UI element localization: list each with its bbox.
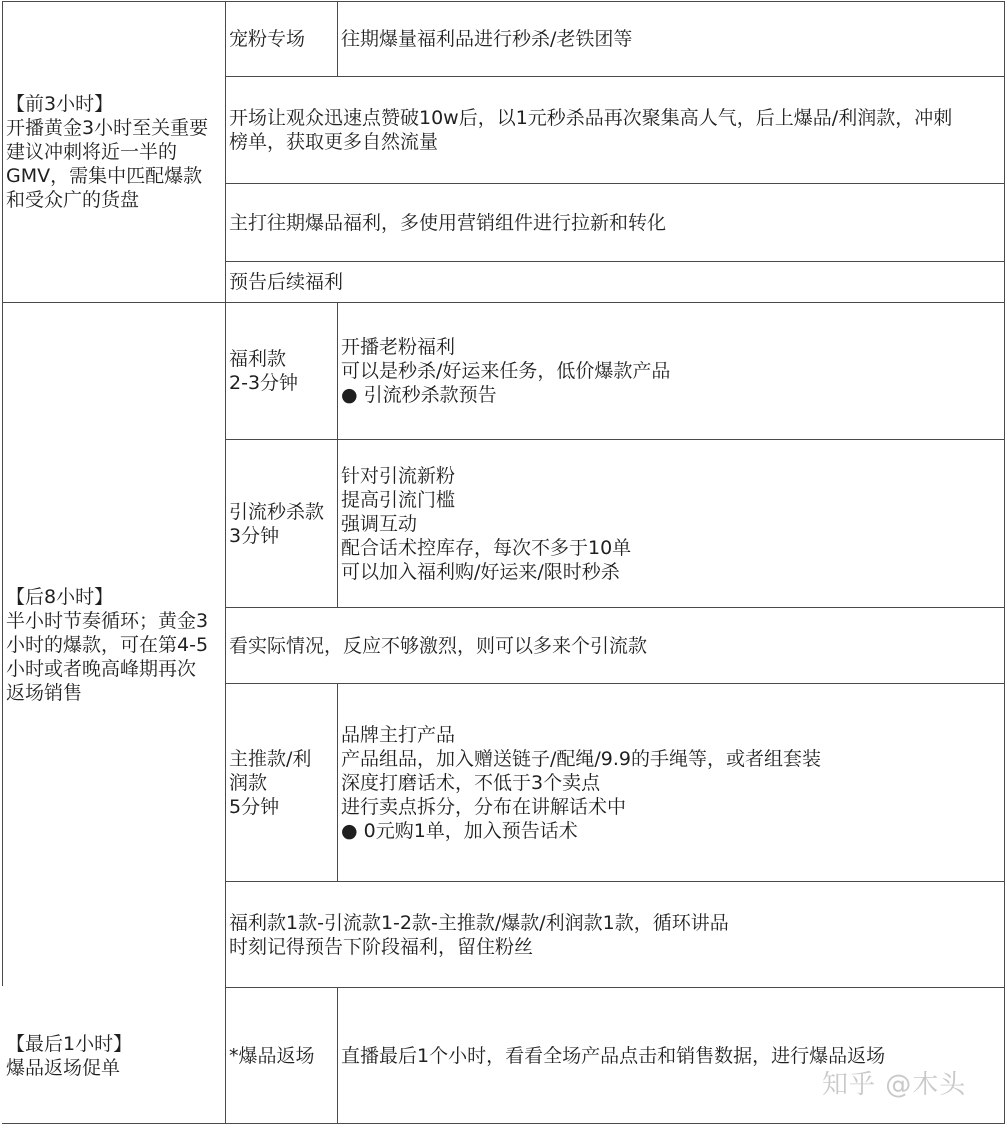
span-cell: 福利款1款-引流款1-2款-主推款/爆款/利润款1款，循环讲品 时刻记得预告下阶段福利，留住粉丝: [229, 911, 729, 958]
item-cell: 引流秒杀款 3分钟: [229, 500, 325, 547]
item-cell: 福利款 2-3分钟: [229, 348, 299, 394]
span-cell: 看实际情况，反应不够激烈，则可以多来个引流款: [229, 634, 648, 657]
desc-cell: 直播最后1个小时，看看全场产品点击和销售数据，进行爆品返场: [341, 1044, 886, 1067]
span-cell: 预告后续福利: [229, 271, 344, 293]
table-border-right: [1004, 1, 1005, 1124]
phase-label-first-3h: 【前3小时】 开播黄金3小时至关重要 建议冲刺将近一半的 GMV，需集中匹配爆款 和受众广的货盘: [6, 93, 209, 211]
desc-cell: 针对引流新粉 提高引流门槛 强调互动 配合话术控库存，每次不多于10单 可以加入福利购/好运来/限时秒杀: [341, 464, 632, 583]
desc-cell: 往期爆量福利品进行秒杀/老铁团等: [341, 28, 633, 50]
span-cell: 开场让观众迅速点赞破10w后，以1元秒杀品再次聚集高人气，后上爆品/利润款，冲刺 榜单，获取更多自然流量: [229, 107, 953, 153]
phase-label-next-8h: 【后8小时】 半小时节奏循环；黄金3 小时的爆款，可在第4-5 小时或者晚高峰期再次 返场销售: [6, 585, 209, 704]
span-cell: 主打往期爆品福利，多使用营销组件进行拉新和转化: [229, 211, 667, 234]
item-cell: 宠粉专场: [229, 28, 306, 50]
desc-cell: 品牌主打产品 产品组品，加入赠送链子/配绳/9.9的手绳等，或者组套装 深度打磨话术，不低于3个卖点 进行卖点拆分，分布在讲解话术中 ● 0元购1单，加入预告话术: [341, 723, 822, 842]
watermark: 知乎 @木头: [822, 1070, 967, 1100]
phase-label-last-1h: 【最后1小时】 爆品返场促单: [6, 1032, 133, 1079]
desc-cell: 开播老粉福利 可以是秒杀/好运来任务，低价爆款产品 ● 引流秒杀款预告: [341, 336, 671, 406]
item-cell: *爆品返场: [229, 1044, 315, 1067]
item-cell: 主推款/利 润款 5分钟: [229, 747, 312, 818]
table-border-bottom: [2, 1123, 1005, 1124]
